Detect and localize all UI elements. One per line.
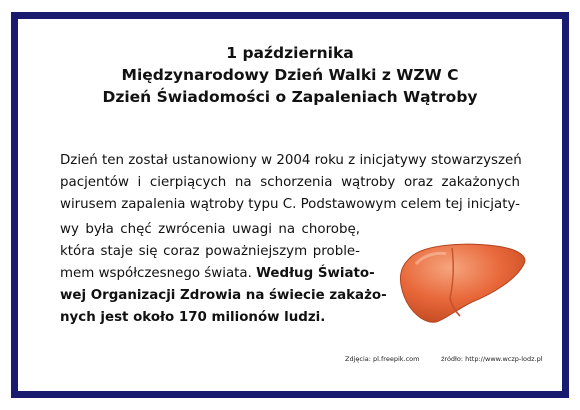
body-bold-text: Według Świato- [256,266,375,281]
body-line: wy była chęć zwrócenia uwagi na chorobę, [60,222,360,237]
source-credit: źródło: http://www.wczp-lodz.pl [441,355,543,363]
title-event: Międzynarodowy Dzień Walki z WZW C [121,66,459,84]
body-bold-line: nych jest około 170 milionów ludzi. [60,310,326,325]
body-bold-line: wej Organizacji Zdrowia na świecie zakażo- [60,288,387,303]
photo-credit: Zdjęcia: pl.freepik.com [345,355,420,363]
body-line: pacjentów i cierpiących na schorzenia wątroby oraz zakażonych [60,175,520,190]
liver-icon [394,240,530,326]
body-line: Dzień ten został ustanowiony w 2004 roku z inicjatywy stowarzyszeń [60,153,522,168]
title-subtitle: Dzień Świadomości o Zapaleniach Wątroby [102,88,478,106]
body-line: wirusem zapalenia wątroby typu C. Podstawowym celem tej inicjaty- [60,197,520,212]
body-line: która staje się coraz poważniejszym proble- [60,244,360,259]
body-line-text: mem współczesnego świata. [60,266,252,281]
body-line-mixed [60,263,375,285]
poster-title [0,42,580,108]
title-date: 1 października [226,44,354,62]
